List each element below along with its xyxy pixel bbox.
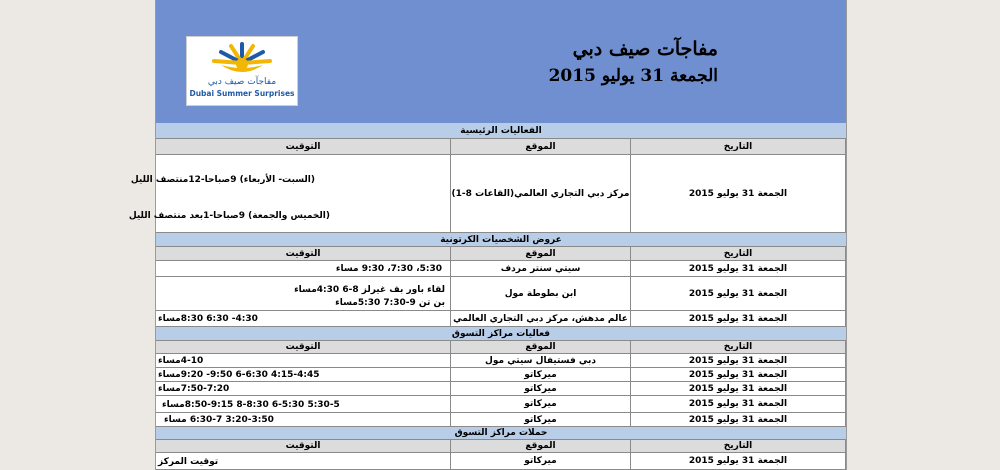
- column-header-row: [156, 341, 846, 354]
- table-row: [156, 453, 846, 470]
- timing-line: (الخميس والجمعة) 9صباحا-1بعد منتصف الليل: [128, 211, 330, 221]
- column-header-row: [156, 247, 846, 261]
- table-row: [156, 261, 846, 277]
- header-date: التاريخ: [631, 341, 846, 354]
- header-date: التاريخ: [631, 440, 846, 453]
- cell-timing: [156, 261, 451, 277]
- header-timing: التوقيت: [156, 341, 451, 354]
- timing-line: 3:20-3:50 6:30-7 مساء: [164, 415, 274, 425]
- timing-line: توقيت المركز: [158, 457, 219, 467]
- cell-timing: [156, 311, 451, 327]
- cell-location: ميركاتو: [451, 413, 631, 427]
- header-location: الموقع: [451, 440, 631, 453]
- sun-logo-icon: [209, 41, 275, 77]
- cell-date: الجمعة 31 يوليو 2015: [631, 453, 846, 470]
- timing-line: 4:30- 6:30 8:30مساء: [158, 314, 258, 324]
- cell-date: الجمعة 31 يوليو 2015: [631, 155, 846, 233]
- header-location: الموقع: [451, 247, 631, 261]
- cell-date: الجمعة 31 يوليو 2015: [631, 396, 846, 413]
- timing-line: 4:15-4:45 6-6:30 9:50- 9:20مساء: [158, 370, 320, 380]
- table-row: [156, 311, 846, 327]
- cell-location: مركز دبي التجاري العالمي(القاعات 8-1): [451, 155, 631, 233]
- cell-location: ابن بطوطة مول: [451, 277, 631, 311]
- table-row: [156, 368, 846, 382]
- timing-line: 5:30، 7:30، 9:30 مساء: [335, 264, 442, 274]
- table-row: [156, 413, 846, 427]
- cell-timing: [156, 453, 451, 470]
- header-timing: التوقيت: [156, 139, 451, 155]
- cell-date: الجمعة 31 يوليو 2015: [631, 354, 846, 368]
- table-row: [156, 354, 846, 368]
- column-header-row: [156, 139, 846, 155]
- header-date: التاريخ: [631, 139, 846, 155]
- page-title: مفاجآت صيف دبي: [572, 38, 718, 60]
- cell-location: دبي فستيفال سيتي مول: [451, 354, 631, 368]
- table-row: [156, 396, 846, 413]
- cell-location: ميركاتو: [451, 382, 631, 396]
- timing-line: 5:30-5 6-5:30 8-8:30 8:50-9:15مساء: [162, 400, 340, 410]
- dss-logo: [186, 36, 298, 106]
- column-header-row: [156, 440, 846, 453]
- timing-line: 7:50-7:20مساء: [158, 384, 230, 394]
- cell-date: الجمعة 31 يوليو 2015: [631, 413, 846, 427]
- cell-date: الجمعة 31 يوليو 2015: [631, 277, 846, 311]
- table-row: [156, 277, 846, 311]
- cell-date: الجمعة 31 يوليو 2015: [631, 382, 846, 396]
- header-location: الموقع: [451, 139, 631, 155]
- cell-location: عالم مدهش، مركز دبي التجاري العالمي: [451, 311, 631, 327]
- cell-timing: [128, 155, 451, 233]
- cell-timing: [156, 277, 451, 311]
- section-mall-campaigns-title: حملات مراكز التسوق: [156, 427, 846, 440]
- cell-timing: [156, 354, 451, 368]
- header-timing: التوقيت: [156, 247, 451, 261]
- cell-timing: [156, 396, 451, 413]
- table-row: [156, 382, 846, 396]
- timing-line: لقاء باور بف غيرلز 8-6 4:30مساء: [294, 285, 445, 295]
- cell-location: ميركاتو: [451, 368, 631, 382]
- timing-line: (السبت- الأربعاء) 9صباحا-12منتصف الليل: [130, 175, 315, 185]
- header-location: الموقع: [451, 341, 631, 354]
- page-date: الجمعة 31 يوليو 2015: [548, 66, 718, 86]
- cell-timing: [156, 368, 451, 382]
- table-row: [128, 155, 846, 233]
- logo-arabic-text: مفاجآت صيف دبي: [207, 77, 277, 87]
- cell-location: ميركاتو: [451, 453, 631, 470]
- cell-location: ميركاتو: [451, 396, 631, 413]
- cell-date: الجمعة 31 يوليو 2015: [631, 311, 846, 327]
- header-timing: التوقيت: [156, 440, 451, 453]
- cell-location: سيتي سنتر مردف: [451, 261, 631, 277]
- cell-timing: [156, 413, 451, 427]
- section-main-events-title: الفعاليات الرئيسية: [156, 123, 846, 139]
- cell-date: الجمعة 31 يوليو 2015: [631, 261, 846, 277]
- timing-line: 4-10مساء: [158, 356, 204, 366]
- banner: [156, 0, 846, 123]
- section-mall-events-title: فعاليات مراكز التسوق: [156, 327, 846, 341]
- section-cartoon-shows-title: عروض الشخصيات الكرتونية: [156, 233, 846, 247]
- header-date: التاريخ: [631, 247, 846, 261]
- spreadsheet-sheet: [128, 0, 847, 470]
- logo-english-text: Dubai Summer Surprises: [189, 89, 295, 98]
- cell-timing: [156, 382, 451, 396]
- cell-date: الجمعة 31 يوليو 2015: [631, 368, 846, 382]
- timing-line: بن تن 9-7:30 5:30مساء: [335, 298, 445, 308]
